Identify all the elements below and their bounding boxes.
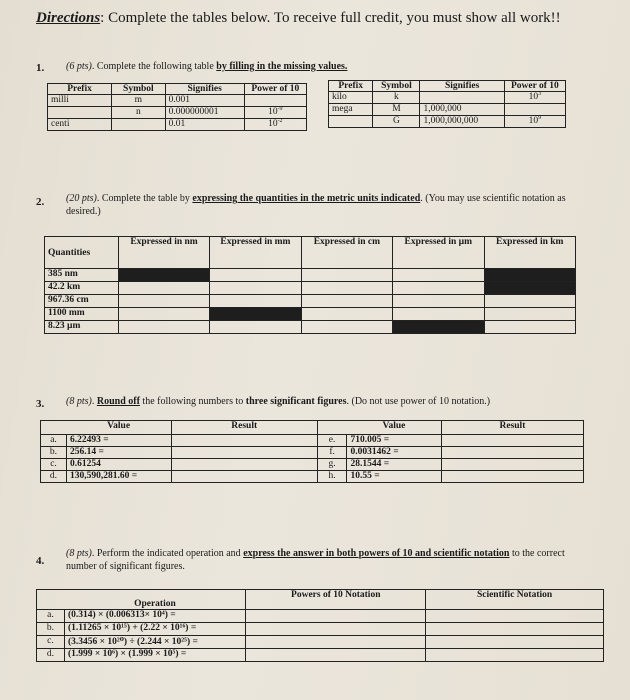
q3-letter: d. — [41, 471, 67, 483]
directions-text: : Complete the tables below. To receive full credit, you must show all work!! — [100, 10, 561, 26]
q4-operation: (3.3456 × 10²⁰) ÷ (2.244 × 10²⁵) = — [64, 636, 245, 649]
q1-cell: centi — [48, 119, 112, 131]
q1-cell-blank[interactable] — [329, 116, 373, 128]
q2-answer-cell[interactable] — [393, 269, 484, 282]
q2-answer-cell[interactable] — [484, 308, 576, 321]
q4-answer-cell[interactable] — [426, 623, 604, 636]
q2-answer-cell[interactable] — [301, 321, 392, 334]
power-base: 10 — [528, 92, 539, 102]
q2-quantity: 385 nm — [45, 269, 119, 282]
q4-answer-cell[interactable] — [426, 610, 604, 623]
q2-answer-cell[interactable] — [484, 295, 576, 308]
q1-cell-blank[interactable] — [112, 119, 166, 131]
q1-cell-power — [244, 119, 306, 131]
q2-header-mm: Expressed in mm — [210, 237, 301, 269]
q3-prompt — [66, 395, 490, 408]
q4-answer-cell[interactable] — [246, 610, 426, 623]
q4-operation: (1.999 × 10⁶) × (1.999 × 10⁵) = — [64, 649, 245, 662]
q1-table-left — [47, 83, 307, 131]
q2-answer-cell[interactable] — [301, 269, 392, 282]
q4-answer-cell[interactable] — [246, 623, 426, 636]
q3-number: 3. — [36, 398, 45, 410]
q1-cell: k — [373, 92, 420, 104]
q1-cell: 0.001 — [165, 95, 244, 107]
q1-instruction: by filling in the missing values. — [216, 61, 348, 72]
q1-header-prefix: Prefix — [48, 84, 112, 95]
q2-quantity: 1100 mm — [45, 308, 119, 321]
q4-letter: c. — [37, 636, 65, 649]
q3-value: 10.55 = — [347, 471, 441, 483]
power-base: 10 — [268, 107, 278, 117]
q2-answer-cell[interactable] — [393, 308, 484, 321]
directions-label: Directions — [36, 10, 101, 26]
q3-value: 0.61254 — [66, 459, 171, 471]
q2-cell-blocked — [210, 308, 301, 321]
q1-cell: mega — [329, 104, 373, 116]
q2-answer-cell[interactable] — [118, 282, 209, 295]
q3-header-value: Value — [66, 421, 171, 435]
q4-operation: (0.314) × (0.006313× 10⁴) = — [64, 610, 245, 623]
q1-prompt — [66, 60, 347, 73]
power-base: 10 — [268, 119, 278, 129]
q3-header-value: Value — [347, 421, 441, 435]
q3-value: 130,590,281.60 = — [66, 471, 171, 483]
q4-spacer — [37, 590, 65, 610]
q4-table — [36, 589, 604, 662]
q4-points: (8 pts) — [66, 548, 92, 559]
q1-pre: . Complete the following table — [91, 61, 217, 72]
q4-answer-cell[interactable] — [246, 636, 426, 649]
q1-cell-power — [504, 92, 565, 104]
q1-cell-blank[interactable] — [504, 104, 565, 116]
q2-points: (20 pts) — [66, 193, 97, 204]
q1-header-power: Power of 10 — [244, 84, 306, 95]
q3-post: . (Do not use power of 10 notation.) — [346, 396, 491, 407]
q1-table-right — [328, 80, 566, 128]
q1-header-signifies: Signifies — [165, 84, 244, 95]
directions — [36, 10, 561, 27]
q3-letter: b. — [41, 447, 67, 459]
q2-answer-cell[interactable] — [393, 282, 484, 295]
q3-result-cell[interactable] — [441, 459, 583, 471]
power-exp: 3 — [538, 90, 542, 97]
q3-header-result: Result — [171, 421, 317, 435]
q3-value: 6.22493 = — [66, 435, 171, 447]
q3-letter: h. — [317, 471, 347, 483]
q1-cell: G — [373, 116, 420, 128]
q2-header-um: Expressed in µm — [393, 237, 484, 269]
q3-letter: g. — [317, 459, 347, 471]
q4-header-operation: Operation — [64, 590, 245, 610]
q1-points: (6 pts) — [66, 61, 92, 72]
q3-value: 28.1544 = — [347, 459, 441, 471]
q4-letter: b. — [37, 623, 65, 636]
q2-answer-cell[interactable] — [393, 295, 484, 308]
q2-header-nm: Expressed in nm — [118, 237, 209, 269]
q2-instruction: expressing the quantities in the metric units indicated — [192, 193, 421, 204]
q3-result-cell[interactable] — [441, 471, 583, 483]
q2-quantity: 967.36 cm — [45, 295, 119, 308]
q1-header-signifies: Signifies — [420, 81, 504, 92]
q1-cell: n — [112, 107, 166, 119]
q1-cell-power — [504, 116, 565, 128]
q1-header-symbol: Symbol — [373, 81, 420, 92]
q3-result-cell[interactable] — [171, 459, 317, 471]
q3-letter: c. — [41, 459, 67, 471]
q1-cell: 0.000000001 — [165, 107, 244, 119]
q3-spacer — [317, 421, 347, 435]
q1-cell-blank[interactable] — [420, 92, 504, 104]
q2-answer-cell[interactable] — [210, 269, 301, 282]
q4-pre: . Perform the indicated operation and — [91, 548, 244, 559]
q1-cell: 1,000,000,000 — [420, 116, 504, 128]
q2-header-cm: Expressed in cm — [301, 237, 392, 269]
q2-quantity: 42.2 km — [45, 282, 119, 295]
q3-result-cell[interactable] — [441, 435, 583, 447]
q4-prompt — [66, 547, 591, 573]
q2-cell-blocked — [393, 321, 484, 334]
q2-cell-blocked — [118, 269, 209, 282]
q3-points: (8 pts) — [66, 396, 92, 407]
q3-result-cell[interactable] — [171, 471, 317, 483]
q3-table — [40, 420, 584, 483]
q1-cell: kilo — [329, 92, 373, 104]
q3-header-result: Result — [441, 421, 583, 435]
q2-answer-cell[interactable] — [210, 321, 301, 334]
q2-answer-cell[interactable] — [484, 321, 576, 334]
q3-value: 0.0031462 = — [347, 447, 441, 459]
power-exp: -2 — [277, 117, 283, 124]
q4-answer-cell[interactable] — [426, 636, 604, 649]
q4-answer-cell[interactable] — [426, 649, 604, 662]
q3-letter: e. — [317, 435, 347, 447]
q2-header-quantities: Quantities — [45, 237, 119, 269]
q2-cell-blocked — [484, 282, 576, 295]
q4-post: to the correct number of significant figures. — [66, 548, 565, 572]
q1-cell: m — [112, 95, 166, 107]
q3-value: 710.005 = — [347, 435, 441, 447]
q4-answer-cell[interactable] — [246, 649, 426, 662]
q3-result-cell[interactable] — [171, 447, 317, 459]
q3-letter: a. — [41, 435, 67, 447]
q2-answer-cell[interactable] — [301, 282, 392, 295]
q1-header-symbol: Symbol — [112, 84, 166, 95]
q2-answer-cell[interactable] — [118, 308, 209, 321]
power-base: 10 — [528, 116, 539, 126]
q1-cell-blank[interactable] — [48, 107, 112, 119]
q4-operation: (1.11265 × 10¹⁵) + (2.22 × 10¹⁶) = — [64, 623, 245, 636]
q1-cell-blank[interactable] — [244, 95, 306, 107]
q2-quantity: 8.23 µm — [45, 321, 119, 334]
q3-spacer — [41, 421, 67, 435]
q2-answer-cell[interactable] — [301, 308, 392, 321]
q4-header-powers: Powers of 10 Notation — [246, 590, 426, 610]
q1-cell: milli — [48, 95, 112, 107]
q2-number: 2. — [36, 196, 45, 208]
q3-result-cell[interactable] — [171, 435, 317, 447]
q1-cell: 0.01 — [165, 119, 244, 131]
q3-pre: . — [91, 396, 97, 407]
q4-number: 4. — [36, 555, 45, 567]
q4-instruction: express the answer in both powers of 10 and scientific notation — [243, 548, 510, 559]
q2-pre: . Complete the table by — [96, 193, 193, 204]
q2-cell-blocked — [484, 269, 576, 282]
q3-result-cell[interactable] — [441, 447, 583, 459]
q1-number: 1. — [36, 62, 45, 74]
q2-post: . (You may use scientific notation as desired.) — [66, 193, 566, 217]
q1-cell: 1,000,000 — [420, 104, 504, 116]
q2-prompt — [66, 192, 586, 218]
q3-letter: f. — [317, 447, 347, 459]
q2-table — [44, 236, 576, 334]
q2-answer-cell[interactable] — [210, 295, 301, 308]
power-exp: -9 — [277, 105, 283, 112]
q4-letter: d. — [37, 649, 65, 662]
q1-cell: M — [373, 104, 420, 116]
q3-instruction: Round off — [96, 396, 140, 407]
q3-bold: three significant figures — [245, 396, 347, 407]
power-exp: 9 — [538, 114, 542, 121]
q2-answer-cell[interactable] — [301, 295, 392, 308]
q3-mid: the following numbers to — [139, 396, 246, 407]
q4-letter: a. — [37, 610, 65, 623]
q1-cell-power — [244, 107, 306, 119]
q1-header-power: Power of 10 — [504, 81, 565, 92]
q3-value: 256.14 = — [66, 447, 171, 459]
q2-header-km: Expressed in km — [484, 237, 576, 269]
q2-answer-cell[interactable] — [118, 321, 209, 334]
q1-header-prefix: Prefix — [329, 81, 373, 92]
q2-answer-cell[interactable] — [118, 295, 209, 308]
q4-header-scientific: Scientific Notation — [426, 590, 604, 610]
q2-answer-cell[interactable] — [210, 282, 301, 295]
